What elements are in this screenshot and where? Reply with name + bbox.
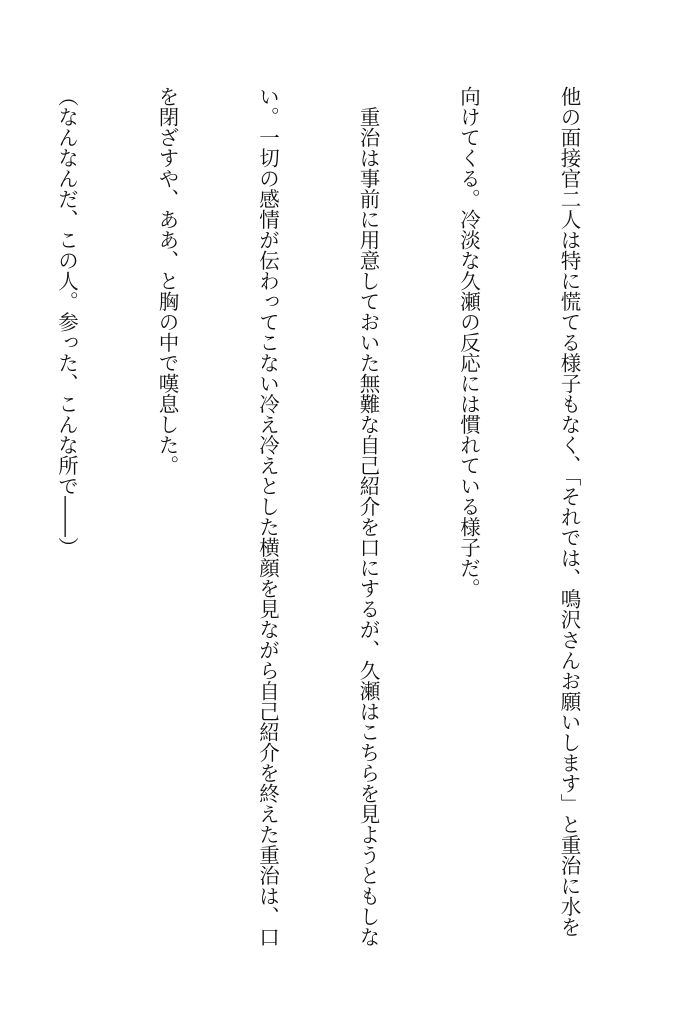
text-line: 他の面接官二人は特に慌てる様子もなく、「それでは、鳴沢さんお願いします」と重治に水を <box>557 86 581 937</box>
text-line: い。一切の感情が伝わってこない冷え冷えとした横顔を見ながら自己紹介を終えた重治は、口 <box>255 86 280 947</box>
text-line: （なんなんだ、この人。参った、こんな所で――） <box>54 86 79 558</box>
text-line: 重治は事前に用意しておいた無難な自己紹介を口にするが、久瀬はこちらを見ようともしな <box>356 86 380 947</box>
text-line: を閉ざすや、ああ、と胸の中で嘆息した。 <box>155 86 179 476</box>
text-line: 向けてくる。冷淡な久瀬の反応には慣れている様子だ。 <box>456 86 481 599</box>
vertical-text-body <box>0 86 652 954</box>
